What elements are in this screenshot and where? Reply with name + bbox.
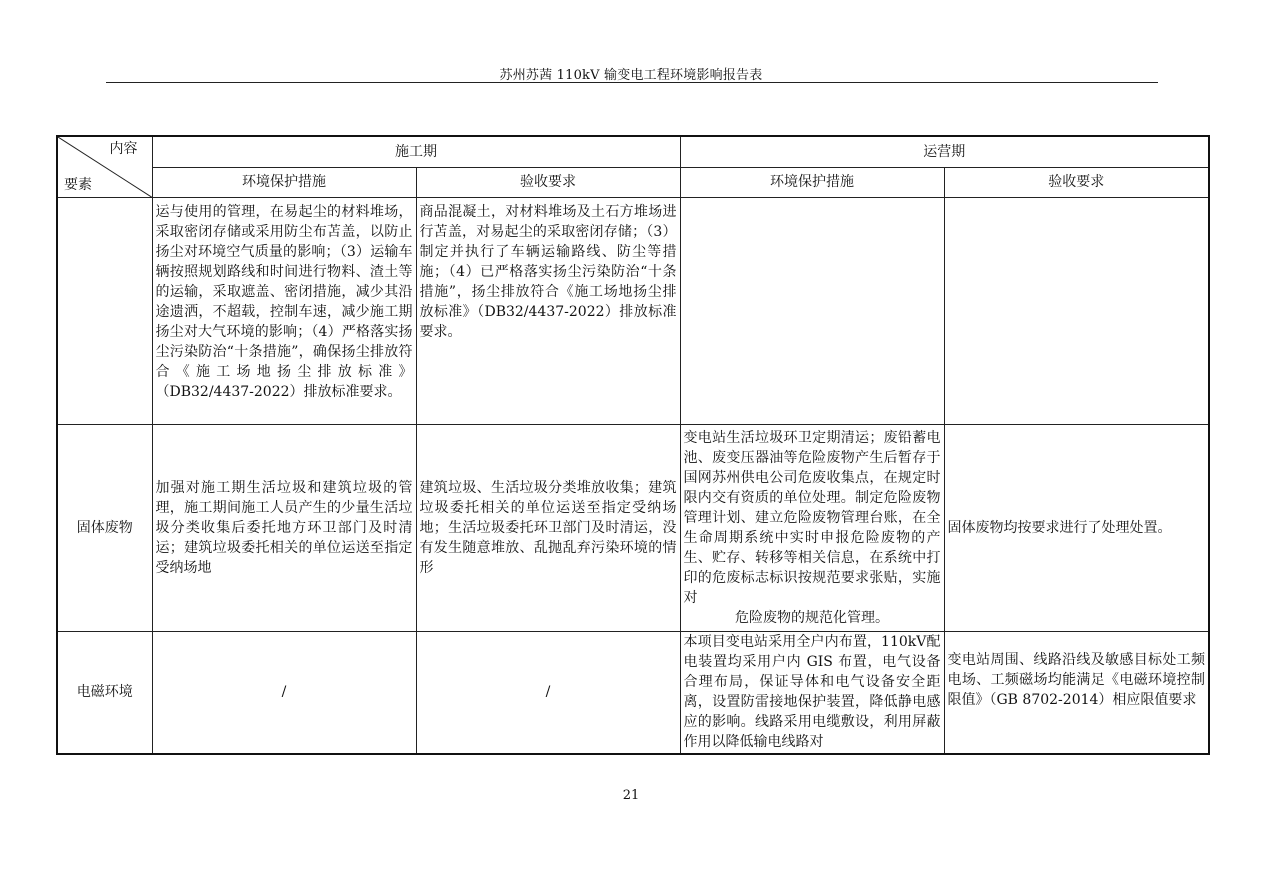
header-rule bbox=[106, 82, 1158, 83]
table-row-electromagnetic bbox=[57, 631, 1209, 754]
operation-measures-header: 环境保护措施 bbox=[680, 167, 944, 197]
operation-measures-text: 变电站生活垃圾环卫定期清运；废铅蓄电池、废变压器油等危险废物产生后暂存于国网苏州供电公司危废收集点，在规定时限内交有资质的单位处理。制定危险废物管理计划、建立危险废物管理台账，在全生命周期系统中实时申报危险废物的产生、贮存、转移等相关信息，在系统中打印的危废标志标识按规范要求张贴，实施对 bbox=[683, 429, 941, 606]
construction-acceptance-cell: / bbox=[416, 631, 680, 754]
table-row-solid-waste bbox=[57, 424, 1209, 631]
page-number: 21 bbox=[622, 788, 640, 803]
construction-measures-cell: 加强对施工期生活垃圾和建筑垃圾的管理，施工期间施工人员产生的少量生活垃圾分类收集后委托地方环卫部门及时清运；建筑垃圾委托相关的单位运送至指定受纳场地 bbox=[152, 424, 416, 631]
construction-measures-cell: 运与使用的管理，在易起尘的材料堆场，采取密闭存储或采用防尘布苫盖，以防止扬尘对环境空气质量的影响；（3）运输车辆按照规划路线和时间进行物料、渣土等的运输，采取遮盖、密闭措施，减少其沿途遗洒，不超载，控制车速，减少施工期扬尘对大气环境的影响；（4）严格落实扬尘污染防治“十条措施”，确保扬尘排放符合《施工场地扬尘排放标准》（DB32/4437-2022）排放标准要求。 bbox=[152, 197, 416, 424]
construction-measures-cell: / bbox=[152, 631, 416, 754]
operation-acceptance-header: 验收要求 bbox=[944, 167, 1209, 197]
page-header: 苏州苏茜 110kV 输变电工程环境影响报告表 bbox=[499, 68, 763, 83]
table-row-dust bbox=[57, 197, 1209, 424]
construction-measures-header: 环境保护措施 bbox=[152, 167, 416, 197]
row-label-solid-waste: 固体废物 bbox=[57, 424, 152, 631]
construction-acceptance-cell: 建筑垃圾、生活垃圾分类堆放收集；建筑垃圾委托相关的单位运送至指定受纳场地；生活垃圾委托环卫部门及时清运，没有发生随意堆放、乱抛乱弃污染环境的情形 bbox=[416, 424, 680, 631]
operation-measures-cell: 本项目变电站采用全户内布置，110kV配电装置均采用户内 GIS 布置，电气设备合理布局，保证导体和电气设备安全距离，设置防雷接地保护装置，降低静电感应的影响。线路采用电缆敷设，利用屏蔽作用以降低输电线路对 bbox=[680, 631, 944, 754]
subheader-row bbox=[57, 167, 1209, 197]
operation-acceptance-cell: 变电站周围、线路沿线及敏感目标处工频电场、工频磁场均能满足《电磁环境控制限值》（GB 8702-2014）相应限值要求 bbox=[944, 631, 1209, 754]
operation-acceptance-cell: 固体废物均按要求进行了处理处置。 bbox=[944, 424, 1209, 631]
construction-phase-header: 施工期 bbox=[152, 136, 680, 167]
phase-header-row bbox=[57, 136, 1209, 167]
operation-measures-text-end: 危险废物的规范化管理。 bbox=[735, 609, 889, 626]
operation-acceptance-cell bbox=[944, 197, 1209, 424]
measures-table bbox=[56, 135, 1210, 755]
corner-bottom-label: 要素 bbox=[64, 176, 92, 193]
row-label bbox=[57, 197, 152, 424]
operation-measures-cell bbox=[680, 424, 944, 631]
construction-acceptance-cell: 商品混凝土，对材料堆场及土石方堆场进行苫盖，对易起尘的采取密闭存储；（3）制定并执行了车辆运输路线、防尘等措施；（4）已严格落实扬尘污染防治“十条措施”，扬尘排放符合《施工场地扬尘排放标准》（DB32/4437-2022）排放标准要求。 bbox=[416, 197, 680, 424]
row-label-electromagnetic: 电磁环境 bbox=[57, 631, 152, 754]
corner-top-label: 内容 bbox=[109, 141, 138, 157]
construction-acceptance-header: 验收要求 bbox=[416, 167, 680, 197]
operation-measures-cell bbox=[680, 197, 944, 424]
corner-header-cell bbox=[57, 136, 152, 197]
operation-phase-header: 运营期 bbox=[680, 136, 1209, 167]
